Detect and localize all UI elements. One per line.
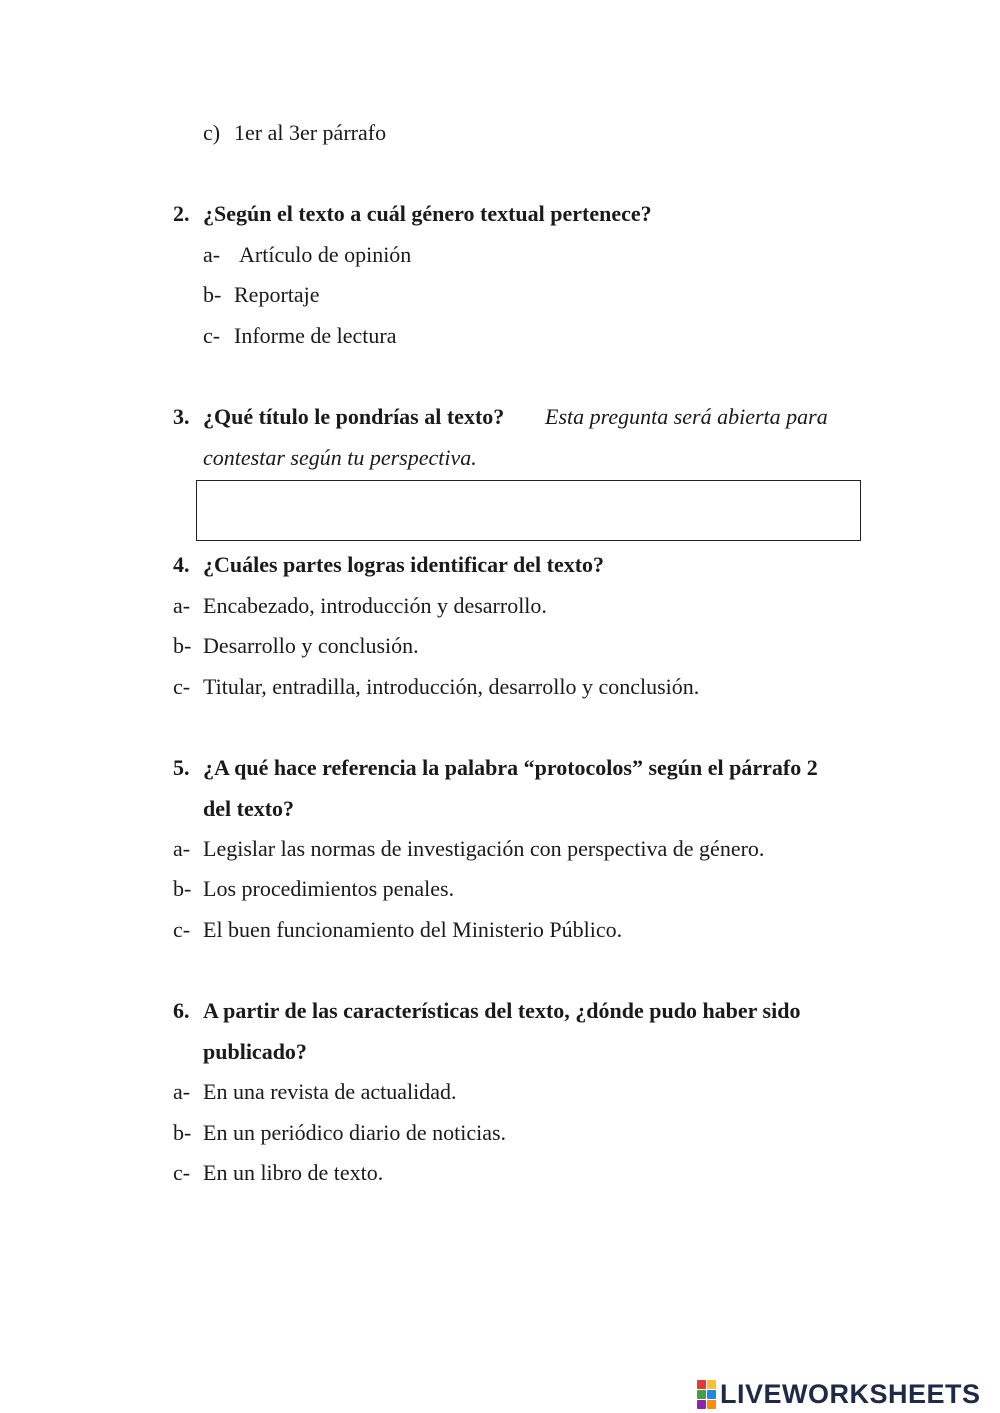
logo-square xyxy=(707,1400,716,1409)
q5-option-b[interactable] xyxy=(173,876,455,902)
logo-square xyxy=(697,1380,706,1389)
option-letter: c) xyxy=(203,120,221,145)
q4-option-a[interactable] xyxy=(173,593,547,619)
question-text: ¿Cuáles partes logras identificar del texto? xyxy=(203,552,605,577)
question-6-line2: publicado? xyxy=(203,1039,307,1064)
option-letter: a- xyxy=(173,593,191,618)
option-letter: a- xyxy=(203,242,221,267)
question-number: 4. xyxy=(173,552,190,577)
answer-textbox[interactable] xyxy=(196,480,861,541)
option-text: Desarrollo y conclusión. xyxy=(203,633,419,658)
option-letter: c- xyxy=(173,674,191,699)
option-letter: a- xyxy=(173,836,191,861)
question-text: A partir de las características del texto, ¿dónde pudo haber sido xyxy=(203,998,801,1023)
option-text: Los procedimientos penales. xyxy=(203,876,455,901)
liveworksheets-logo[interactable] xyxy=(697,1377,981,1411)
option-text: En una revista de actualidad. xyxy=(203,1079,457,1104)
q4-option-c[interactable] xyxy=(173,674,700,700)
option-text: 1er al 3er párrafo xyxy=(234,120,387,145)
q6-option-b[interactable] xyxy=(173,1120,507,1146)
question-number: 5. xyxy=(173,755,190,780)
logo-square xyxy=(697,1400,706,1409)
question-number: 6. xyxy=(173,998,190,1023)
q2-option-b[interactable] xyxy=(203,282,320,308)
q6-option-c[interactable] xyxy=(173,1160,384,1186)
q2-option-a[interactable] xyxy=(203,242,412,268)
option-letter: c- xyxy=(203,323,221,348)
option-text: Legislar las normas de investigación con perspectiva de género. xyxy=(203,836,765,861)
logo-square xyxy=(707,1390,716,1399)
option-text: Titular, entradilla, introducción, desarrollo y conclusión. xyxy=(203,674,700,699)
option-letter: b- xyxy=(173,1120,192,1145)
question-number: 3. xyxy=(173,404,190,429)
option-text: En un libro de texto. xyxy=(203,1160,384,1185)
option-text: Reportaje xyxy=(234,282,320,307)
option-letter: b- xyxy=(203,282,222,307)
option-text: Encabezado, introducción y desarrollo. xyxy=(203,593,547,618)
logo-text: LIVEWORKSHEETS xyxy=(720,1378,981,1409)
question-number: 2. xyxy=(173,201,190,226)
option-letter: b- xyxy=(173,633,192,658)
q5-option-c[interactable] xyxy=(173,917,623,943)
option-letter: a- xyxy=(173,1079,191,1104)
option-text: Artículo de opinión xyxy=(239,242,412,267)
q6-option-a[interactable] xyxy=(173,1079,457,1105)
question-3-note-line2: contestar según tu perspectiva. xyxy=(203,445,477,470)
q2-option-c[interactable] xyxy=(203,323,397,349)
logo-square xyxy=(707,1380,716,1389)
q5-option-a[interactable] xyxy=(173,836,765,862)
option-letter: c- xyxy=(173,917,191,942)
option-text: Informe de lectura xyxy=(234,323,397,348)
question-text: ¿Según el texto a cuál género textual pertenece? xyxy=(203,201,652,226)
logo-square xyxy=(697,1390,706,1399)
option-letter: b- xyxy=(173,876,192,901)
question-5-line2: del texto? xyxy=(203,796,295,821)
question-text: ¿A qué hace referencia la palabra “protocolos” según el párrafo 2 xyxy=(203,755,818,780)
option-letter: c- xyxy=(173,1160,191,1185)
option-text: El buen funcionamiento del Ministerio Público. xyxy=(203,917,623,942)
option-text: En un periódico diario de noticias. xyxy=(203,1120,507,1145)
continuation-option xyxy=(203,120,387,146)
question-note: Esta pregunta será abierta para xyxy=(545,404,828,429)
logo-icon xyxy=(697,1380,716,1409)
q4-option-b[interactable] xyxy=(173,633,419,659)
question-text: ¿Qué título le pondrías al texto? xyxy=(203,404,505,429)
